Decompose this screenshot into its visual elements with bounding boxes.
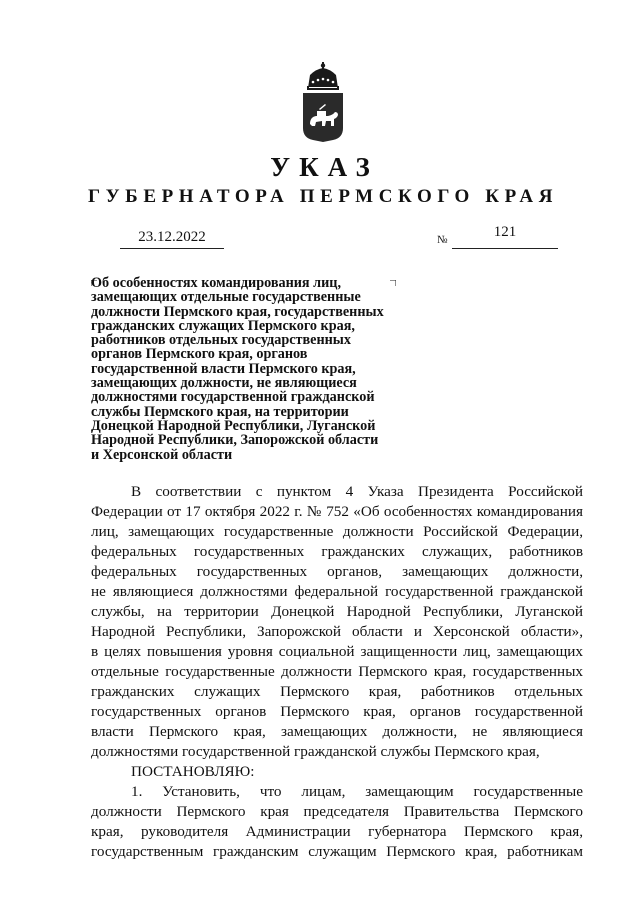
coat-of-arms-icon <box>298 62 348 144</box>
document-body <box>91 482 583 862</box>
subject-line: должности Пермского края, государственных <box>91 303 384 320</box>
body-line: В соответствии с пунктом 4 Указа Президента Российской <box>131 483 583 500</box>
body-line: службы, на территории Донецкой Народной Республики, Луганской <box>91 603 583 620</box>
subject-line: службы Пермского края, на территории <box>91 403 349 420</box>
subject-line: государственной власти Пермского края, <box>91 360 356 377</box>
document-date: 23.12.2022 <box>120 226 224 249</box>
document-title: УКАЗ <box>270 152 379 182</box>
subject-line: и Херсонской области <box>91 446 233 463</box>
body-line: государственным гражданским служащим Пермского края, работникам <box>91 843 583 860</box>
body-line: Народной Республики, Запорожской области и Херсонской области», <box>91 623 583 640</box>
body-line: в целях повышения уровня социальной защищенности лиц, замещающих <box>91 643 583 660</box>
body-line: отдельные государственные должности Пермского края, государственных <box>91 663 583 680</box>
body-line: государственных органов Пермского края, органов государственной <box>91 703 583 720</box>
body-line: Федерации от 17 октября 2022 г. № 752 «Об особенностях командирования <box>91 503 583 520</box>
body-line: федеральных государственных гражданских служащих, работников <box>91 543 583 560</box>
subject-line: органов Пермского края, органов <box>91 346 308 363</box>
body-line: лиц, замещающих государственные должности Российской Федерации, <box>91 523 583 540</box>
body-line: 1. Установить, что лицам, замещающим государственные <box>131 783 583 800</box>
subject-line: должностями государственной гражданской <box>91 389 375 406</box>
document-subtitle: ГУБЕРНАТОРА ПЕРМСКОГО КРАЯ <box>87 186 559 207</box>
body-line: не являющиеся должностями федеральной государственной гражданской <box>91 583 583 600</box>
subject-line: Об особенностях командирования лиц, <box>91 275 342 291</box>
subject-line: Донецкой Народной Республики, Луганской <box>91 417 376 434</box>
body-line: должностями государственной гражданской службы Пермского края, <box>91 743 540 760</box>
body-line: власти Пермского края, замещающих должности, не являющиеся <box>91 723 583 740</box>
body-line: гражданских служащих Пермского края, работников отдельных <box>91 683 583 700</box>
document-subject <box>91 276 421 462</box>
subject-line: Народной Республики, Запорожской области <box>91 432 379 449</box>
body-line: края, руководителя Администрации губернатора Пермского края, <box>91 823 583 840</box>
subject-line: замещающих отдельные государственные <box>91 289 361 306</box>
subject-line: гражданских служащих Пермского края, <box>91 317 355 334</box>
subject-line: работников отдельных государственных <box>91 332 351 349</box>
subject-line: замещающих должности, не являющиеся <box>91 375 357 392</box>
body-line: должности Пермского края председателя Правительства Пермского <box>91 803 583 820</box>
decree-keyword: ПОСТАНОВЛЯЮ: <box>131 763 255 780</box>
document-number: 121 <box>452 222 558 249</box>
document-number-label: № <box>437 234 448 246</box>
body-line: федеральных государственных органов, замещающих должности, <box>91 563 583 580</box>
